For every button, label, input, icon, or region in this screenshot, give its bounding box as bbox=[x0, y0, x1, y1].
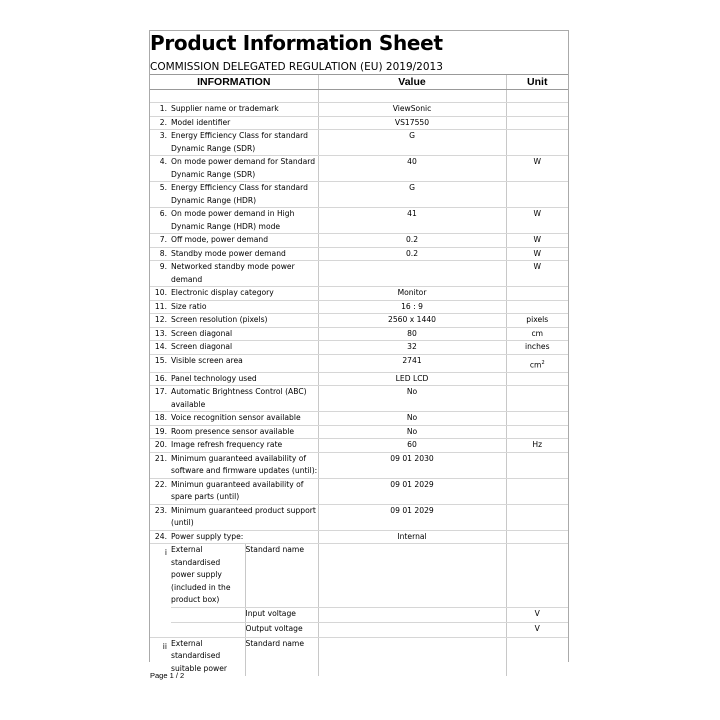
ps-i-row bbox=[150, 544, 568, 608]
row-unit: cm bbox=[506, 327, 568, 341]
row-number: 4. bbox=[150, 156, 171, 182]
row-unit bbox=[506, 182, 568, 208]
ps-i-output-voltage: Output voltage bbox=[245, 622, 318, 637]
table-header-row bbox=[150, 75, 568, 90]
row-unit bbox=[506, 425, 568, 439]
ps-i-output-unit: V bbox=[506, 622, 568, 637]
table-row bbox=[150, 341, 568, 355]
row-label: Energy Efficiency Class for standard Dynamic Range (SDR) bbox=[171, 130, 318, 156]
table-row bbox=[150, 372, 568, 386]
row-number: 1. bbox=[150, 103, 171, 117]
row-number: 5. bbox=[150, 182, 171, 208]
row-value: G bbox=[318, 182, 506, 208]
row-number: 3. bbox=[150, 130, 171, 156]
table-row bbox=[150, 300, 568, 314]
row-unit bbox=[506, 287, 568, 301]
row-value: 60 bbox=[318, 439, 506, 453]
regulation-subtitle: COMMISSION DELEGATED REGULATION (EU) 2019/2013 bbox=[150, 61, 443, 73]
header-unit: Unit bbox=[506, 75, 568, 90]
row-number: 21. bbox=[150, 452, 171, 478]
row-value: 0.2 bbox=[318, 247, 506, 261]
row-number: 7. bbox=[150, 234, 171, 248]
ps-ii-row bbox=[150, 637, 568, 676]
table-row bbox=[150, 478, 568, 504]
table-row bbox=[150, 234, 568, 248]
row-value: 09 01 2029 bbox=[318, 478, 506, 504]
power-supply-body bbox=[150, 544, 568, 676]
row-value: Monitor bbox=[318, 287, 506, 301]
row-number: 14. bbox=[150, 341, 171, 355]
table-row bbox=[150, 156, 568, 182]
ps-i-input-voltage: Input voltage bbox=[245, 607, 318, 622]
row-unit: inches bbox=[506, 341, 568, 355]
row-label: Automatic Brightness Control (ABC) available bbox=[171, 386, 318, 412]
row-unit bbox=[506, 116, 568, 130]
row-label: Networked standby mode power demand bbox=[171, 261, 318, 287]
spacer-row bbox=[150, 90, 568, 103]
table-row bbox=[150, 439, 568, 453]
row-value: No bbox=[318, 412, 506, 426]
row-value bbox=[318, 261, 506, 287]
row-number: 11. bbox=[150, 300, 171, 314]
row-label: Image refresh frequency rate bbox=[171, 439, 318, 453]
row-label: Screen diagonal bbox=[171, 327, 318, 341]
row-label: Electronic display category bbox=[171, 287, 318, 301]
table-row bbox=[150, 386, 568, 412]
row-label: Screen diagonal bbox=[171, 341, 318, 355]
row-value: No bbox=[318, 386, 506, 412]
row-unit: W bbox=[506, 261, 568, 287]
row-number: 10. bbox=[150, 287, 171, 301]
table-row bbox=[150, 425, 568, 439]
row-label: Visible screen area bbox=[171, 354, 318, 372]
ps-ii-roman: ii bbox=[162, 641, 167, 651]
ps-i-roman: i bbox=[150, 544, 171, 638]
table-row bbox=[150, 182, 568, 208]
row-value: 09 01 2029 bbox=[318, 504, 506, 530]
row-number: 20. bbox=[150, 439, 171, 453]
ps-i-label: External standardised power supply (included in the product box) bbox=[171, 544, 245, 608]
table-row bbox=[150, 354, 568, 372]
row-label: On mode power demand in High Dynamic Range (HDR) mode bbox=[171, 208, 318, 234]
row-value: 2741 bbox=[318, 354, 506, 372]
row-label: Panel technology used bbox=[171, 372, 318, 386]
row-value: LED LCD bbox=[318, 372, 506, 386]
row-number: 16. bbox=[150, 372, 171, 386]
row-value: 2560 x 1440 bbox=[318, 314, 506, 328]
row-unit: pixels bbox=[506, 314, 568, 328]
row-unit: W bbox=[506, 247, 568, 261]
table-row bbox=[150, 327, 568, 341]
row-value: 32 bbox=[318, 341, 506, 355]
ps-i-input-row bbox=[150, 607, 568, 622]
row-value: 09 01 2030 bbox=[318, 452, 506, 478]
row-number: 2. bbox=[150, 116, 171, 130]
table-row bbox=[150, 116, 568, 130]
row-unit bbox=[506, 412, 568, 426]
table-row bbox=[150, 287, 568, 301]
table-row bbox=[150, 247, 568, 261]
row-value: VS17550 bbox=[318, 116, 506, 130]
table-body bbox=[150, 103, 568, 544]
row-label: Off mode, power demand bbox=[171, 234, 318, 248]
row-number: 19. bbox=[150, 425, 171, 439]
row-value: 0.2 bbox=[318, 234, 506, 248]
document-title: Product Information Sheet bbox=[150, 31, 443, 55]
row-value: 40 bbox=[318, 156, 506, 182]
row-number: 12. bbox=[150, 314, 171, 328]
product-info-table bbox=[150, 74, 568, 676]
table-row bbox=[150, 208, 568, 234]
row-unit bbox=[506, 103, 568, 117]
row-number: 9. bbox=[150, 261, 171, 287]
row-number: 23. bbox=[150, 504, 171, 530]
row-label: Supplier name or trademark bbox=[171, 103, 318, 117]
row-number: 8. bbox=[150, 247, 171, 261]
table-row bbox=[150, 412, 568, 426]
row-label: Size ratio bbox=[171, 300, 318, 314]
row-unit bbox=[506, 452, 568, 478]
table-row bbox=[150, 130, 568, 156]
row-number: 24. bbox=[150, 530, 171, 544]
row-value: 41 bbox=[318, 208, 506, 234]
row-unit bbox=[506, 478, 568, 504]
row-label: Energy Efficiency Class for standard Dynamic Range (HDR) bbox=[171, 182, 318, 208]
row-value: 80 bbox=[318, 327, 506, 341]
row-number: 22. bbox=[150, 478, 171, 504]
row-unit: W bbox=[506, 156, 568, 182]
row-label: Standby mode power demand bbox=[171, 247, 318, 261]
row-number: 18. bbox=[150, 412, 171, 426]
row-value: 16 : 9 bbox=[318, 300, 506, 314]
table-row bbox=[150, 314, 568, 328]
table-row bbox=[150, 261, 568, 287]
row-label: Minimun guaranteed availability of spare parts (until) bbox=[171, 478, 318, 504]
row-unit bbox=[506, 530, 568, 544]
row-unit bbox=[506, 130, 568, 156]
row-unit bbox=[506, 354, 568, 372]
row-unit bbox=[506, 372, 568, 386]
ps-i-input-unit: V bbox=[506, 607, 568, 622]
row-label: Room presence sensor available bbox=[171, 425, 318, 439]
row-label: Minimum guaranteed product support (until) bbox=[171, 504, 318, 530]
table-row bbox=[150, 452, 568, 478]
ps-i-output-row bbox=[150, 622, 568, 637]
table-row bbox=[150, 504, 568, 530]
row-number: 13. bbox=[150, 327, 171, 341]
row-value: G bbox=[318, 130, 506, 156]
header-value: Value bbox=[318, 75, 506, 90]
table-row bbox=[150, 103, 568, 117]
page-frame-right bbox=[568, 30, 569, 662]
row-number: 17. bbox=[150, 386, 171, 412]
row-value: ViewSonic bbox=[318, 103, 506, 117]
row-unit bbox=[506, 300, 568, 314]
row-label: Model identifier bbox=[171, 116, 318, 130]
header-information: INFORMATION bbox=[150, 75, 318, 90]
ps-i-standard-name: Standard name bbox=[245, 544, 318, 608]
row-label: Screen resolution (pixels) bbox=[171, 314, 318, 328]
row-label: Power supply type: bbox=[171, 530, 318, 544]
row-value: No bbox=[318, 425, 506, 439]
ps-ii-standard-name: Standard name bbox=[245, 637, 318, 676]
row-label: Minimum guaranteed availability of software and firmware updates (until): bbox=[171, 452, 318, 478]
row-number: 6. bbox=[150, 208, 171, 234]
row-unit-superscript: 2 bbox=[541, 359, 545, 366]
row-unit: W bbox=[506, 234, 568, 248]
row-unit: W bbox=[506, 208, 568, 234]
table-row bbox=[150, 530, 568, 544]
row-label: Voice recognition sensor available bbox=[171, 412, 318, 426]
row-unit bbox=[506, 504, 568, 530]
row-number: 15. bbox=[150, 354, 171, 372]
row-label: On mode power demand for Standard Dynamic Range (SDR) bbox=[171, 156, 318, 182]
ps-ii-label: External standardised suitable power bbox=[171, 638, 227, 673]
page-footer: Page 1 / 2 bbox=[150, 671, 185, 680]
row-unit-text: cm bbox=[529, 360, 542, 370]
row-unit: Hz bbox=[506, 439, 568, 453]
row-value: Internal bbox=[318, 530, 506, 544]
row-unit bbox=[506, 386, 568, 412]
